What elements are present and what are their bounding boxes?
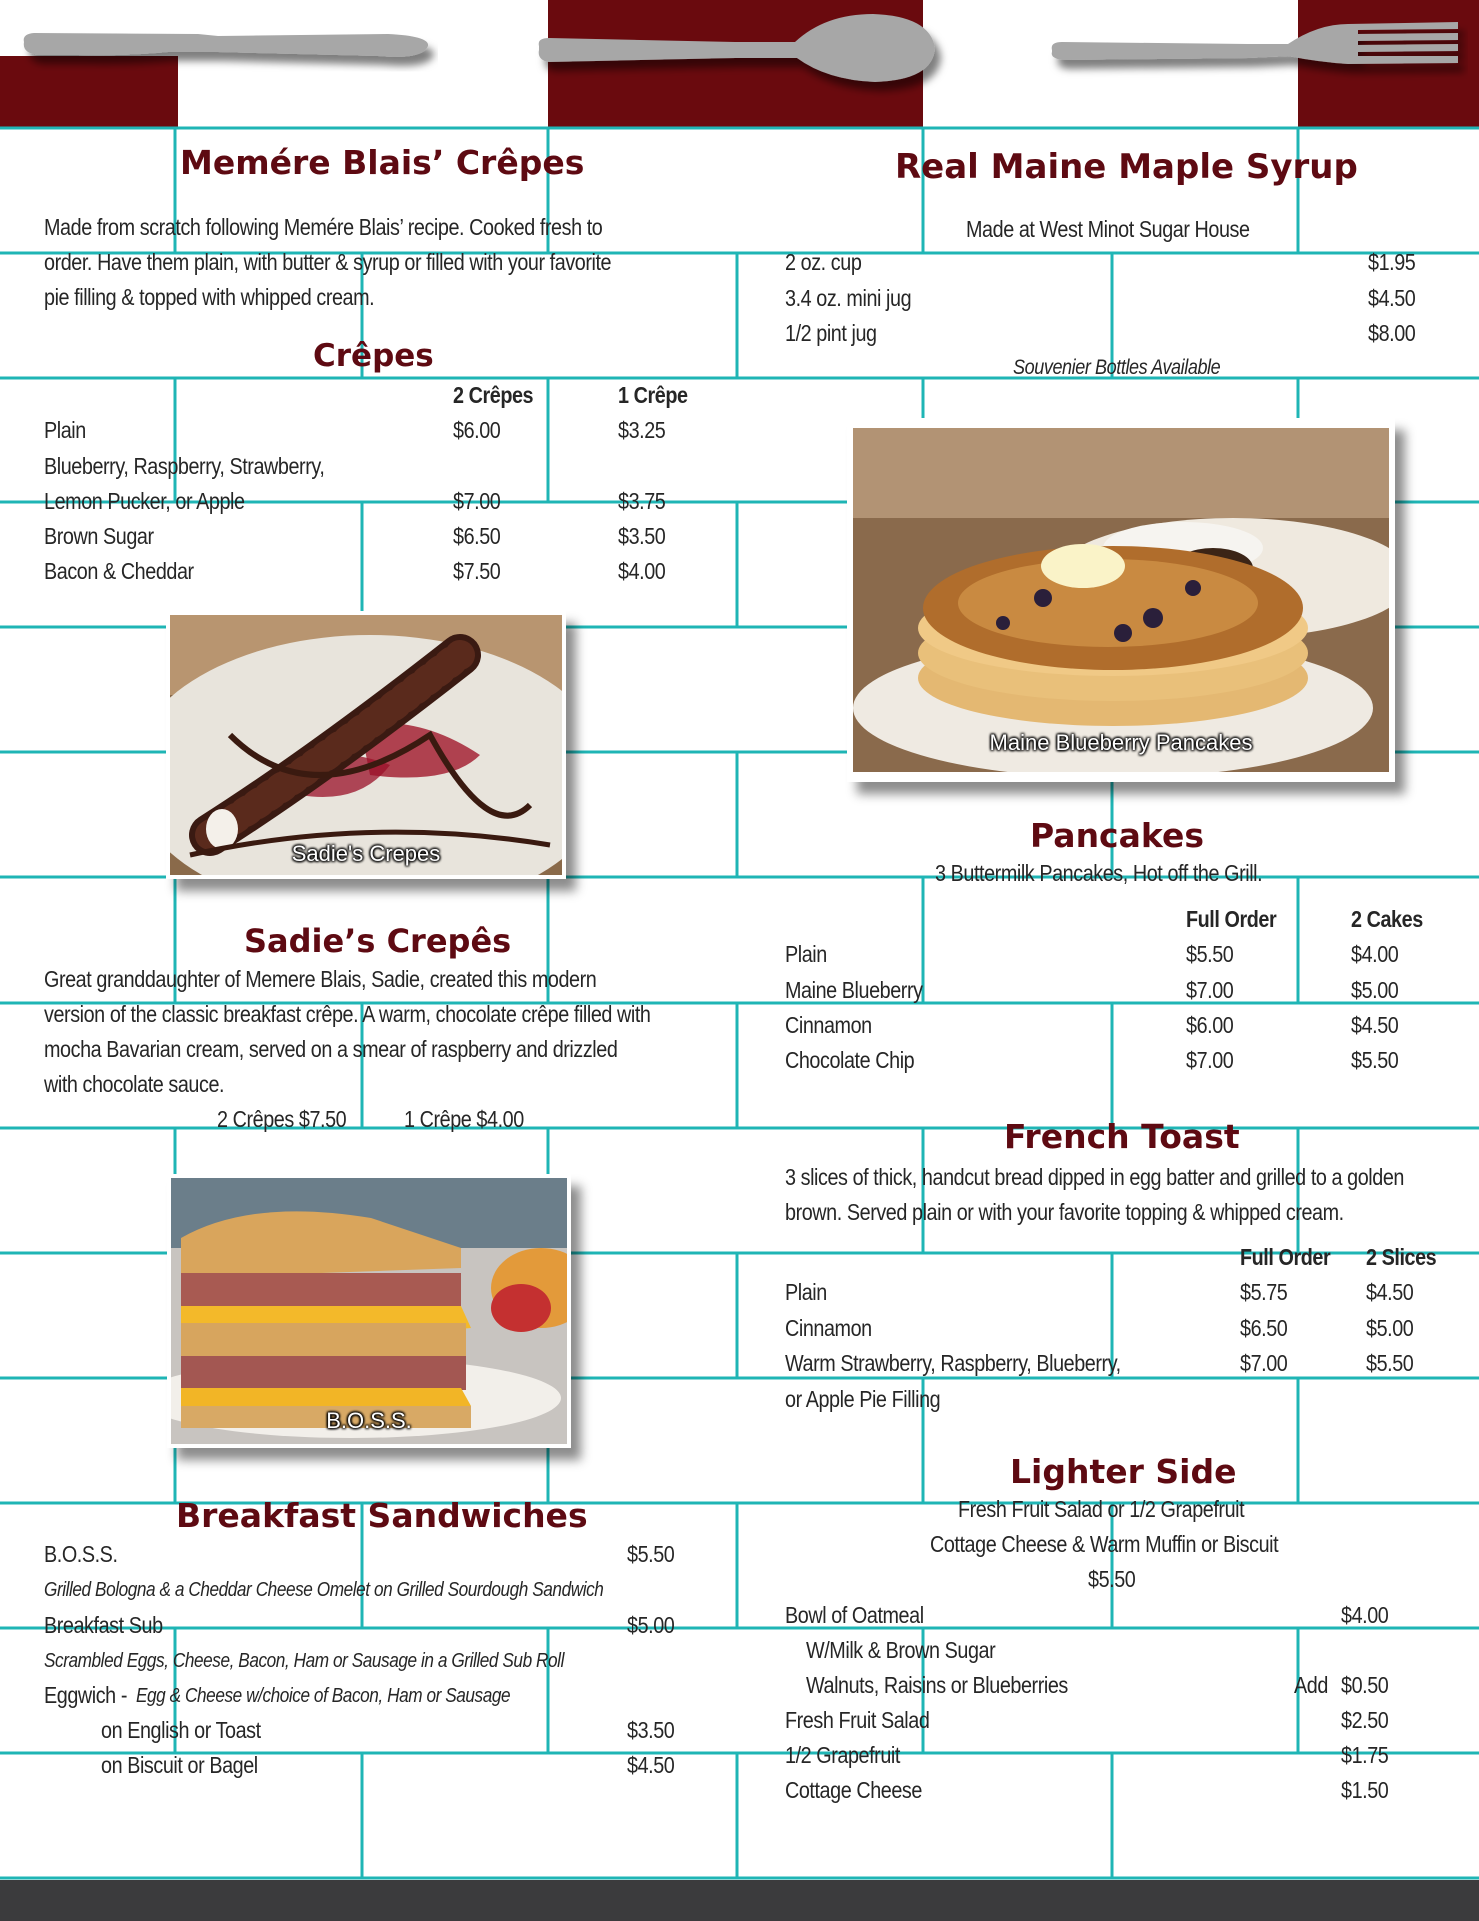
lighter-item-name: Walnuts, Raisins or Blueberries <box>806 1672 1068 1698</box>
crepes-item-price: $7.00 <box>453 488 501 514</box>
lighter-item-price: $2.50 <box>1341 1707 1389 1733</box>
syrup-item-price: $1.95 <box>1368 249 1416 275</box>
sandwich-name: Eggwich - <box>44 1682 127 1708</box>
sadies-price: 1 Crêpe $4.00 <box>404 1106 524 1132</box>
crepe-image <box>170 615 562 875</box>
sandwich-image <box>171 1178 567 1444</box>
crepes-intro-line: order. Have them plain, with butter & syrup or filled with your favorite <box>44 249 612 275</box>
lighter-item-name: W/Milk & Brown Sugar <box>806 1637 996 1663</box>
pancakes-item-price: $4.50 <box>1351 1012 1399 1038</box>
sandwich-name: Breakfast Sub <box>44 1612 163 1638</box>
french-toast-item-price: $6.50 <box>1240 1315 1288 1341</box>
french-toast-item-price: $7.00 <box>1240 1350 1288 1376</box>
lighter-item-price: $1.75 <box>1341 1742 1389 1768</box>
pancakes-item-name: Maine Blueberry <box>785 977 923 1003</box>
syrup-item-name: 1/2 pint jug <box>785 320 877 346</box>
photo-caption: Maine Blueberry Pancakes <box>989 730 1253 755</box>
crepes-intro-line: pie filling & topped with whipped cream. <box>44 284 375 310</box>
pancakes-item-price: $7.00 <box>1186 977 1234 1003</box>
pancakes-item-price: $6.00 <box>1186 1012 1234 1038</box>
pancakes-item-name: Cinnamon <box>785 1012 872 1038</box>
french-toast-item-name: Plain <box>785 1279 827 1305</box>
lighter-item-name: Bowl of Oatmeal <box>785 1602 924 1628</box>
crepes-item-name: Plain <box>44 417 86 443</box>
crepes-item-name: Brown Sugar <box>44 523 154 549</box>
french-toast-col-header: Full Order <box>1240 1244 1331 1270</box>
crepes-item-price: $3.75 <box>618 488 666 514</box>
crepes-item-price: $4.00 <box>618 558 666 584</box>
sandwich-desc: Scrambled Eggs, Cheese, Bacon, Ham or Sausage in a Grilled Sub Roll <box>44 1650 564 1672</box>
french-toast-item-price: $5.00 <box>1366 1315 1414 1341</box>
pancakes-item-name: Chocolate Chip <box>785 1047 915 1073</box>
crepes-title: Crêpes <box>313 338 434 374</box>
french-toast-item-name: Warm Strawberry, Raspberry, Blueberry, <box>785 1350 1121 1376</box>
french-toast-item-price: $5.75 <box>1240 1279 1288 1305</box>
sandwiches-title: Breakfast Sandwiches <box>176 1496 588 1535</box>
pancakes-col-header: Full Order <box>1186 906 1277 932</box>
crepes-item-price: $3.25 <box>618 417 666 443</box>
sandwich-option: on Biscuit or Bagel <box>101 1752 258 1778</box>
crepes-col-header: 1 Crêpe <box>618 382 688 408</box>
syrup-note: Souvenier Bottles Available <box>1013 356 1221 379</box>
syrup-item-name: 3.4 oz. mini jug <box>785 285 912 311</box>
french-toast-item-name: Cinnamon <box>785 1315 872 1341</box>
syrup-item-price: $4.50 <box>1368 285 1416 311</box>
sandwich-name: B.O.S.S. <box>44 1541 118 1567</box>
footer-bar <box>0 1880 1479 1921</box>
sadies-price: 2 Crêpes $7.50 <box>217 1106 347 1132</box>
french-toast-item-price: $5.50 <box>1366 1350 1414 1376</box>
crepes-item-name: Bacon & Cheddar <box>44 558 194 584</box>
lighter-side-line: Fresh Fruit Salad or 1/2 Grapefruit <box>958 1496 1245 1522</box>
sadies-crepes-photo <box>166 611 566 879</box>
pancakes-item-price: $5.50 <box>1351 1047 1399 1073</box>
syrup-item-price: $8.00 <box>1368 320 1416 346</box>
lighter-side-line: $5.50 <box>1088 1566 1136 1592</box>
lighter-item-price: $0.50 <box>1341 1672 1389 1698</box>
spoon-icon <box>535 8 955 98</box>
lighter-side-title: Lighter Side <box>1010 1452 1237 1491</box>
pancakes-photo <box>847 418 1395 782</box>
sandwich-price: $5.50 <box>627 1541 675 1567</box>
syrup-title: Real Maine Maple Syrup <box>895 147 1358 187</box>
syrup-subtitle: Made at West Minot Sugar House <box>966 216 1250 242</box>
pancake-image <box>853 428 1389 772</box>
crepes-col-header: 2 Crêpes <box>453 382 534 408</box>
french-toast-line: brown. Served plain or with your favorite topping & whipped cream. <box>785 1199 1344 1225</box>
pancakes-item-price: $4.00 <box>1351 941 1399 967</box>
pancakes-item-price: $5.50 <box>1186 941 1234 967</box>
lighter-item-price: $1.50 <box>1341 1777 1389 1803</box>
sandwich-price: $5.00 <box>627 1612 675 1638</box>
lighter-item-name: 1/2 Grapefruit <box>785 1742 900 1768</box>
lighter-item-price: $4.00 <box>1341 1602 1389 1628</box>
french-toast-line: 3 slices of thick, handcut bread dipped in egg batter and grilled to a golden <box>785 1164 1404 1190</box>
sandwich-option: on English or Toast <box>101 1717 261 1743</box>
french-toast-col-header: 2 Slices <box>1366 1244 1437 1270</box>
french-toast-item-price: $4.50 <box>1366 1279 1414 1305</box>
sadies-line: mocha Bavarian cream, served on a smear of raspberry and drizzled <box>44 1036 618 1062</box>
photo-caption: Sadie's Crepes <box>291 841 441 866</box>
pancakes-item-price: $5.00 <box>1351 977 1399 1003</box>
header-band <box>0 0 1479 128</box>
crepes-item-price: $6.50 <box>453 523 501 549</box>
photo-caption: B.O.S.S. <box>326 1408 412 1433</box>
crepes-intro-title: Memére Blais’ Crêpes <box>180 143 585 182</box>
sadies-line: with chocolate sauce. <box>44 1071 225 1097</box>
french-toast-item-name: or Apple Pie Filling <box>785 1386 941 1412</box>
pancakes-title: Pancakes <box>1030 816 1204 855</box>
sandwich-price: $3.50 <box>627 1717 675 1743</box>
sadies-line: version of the classic breakfast crêpe. A warm, chocolate crêpe filled with <box>44 1001 651 1027</box>
crepes-intro-line: Made from scratch following Memére Blais’ recipe. Cooked fresh to <box>44 214 603 240</box>
knife-icon <box>18 22 438 88</box>
pancakes-item-name: Plain <box>785 941 827 967</box>
lighter-item-name: Fresh Fruit Salad <box>785 1707 930 1733</box>
lighter-item-add: Add <box>1294 1672 1328 1698</box>
sandwich-desc: Grilled Bologna & a Cheddar Cheese Omelet on Grilled Sourdough Sandwich <box>44 1579 604 1601</box>
sadies-title: Sadie’s Crepês <box>244 922 512 960</box>
syrup-item-name: 2 oz. cup <box>785 249 862 275</box>
pancakes-col-header: 2 Cakes <box>1351 906 1423 932</box>
crepes-item-name: Lemon Pucker, or Apple <box>44 488 245 514</box>
crepes-item-price: $3.50 <box>618 523 666 549</box>
lighter-side-line: Cottage Cheese & Warm Muffin or Biscuit <box>930 1531 1279 1557</box>
pancakes-subtitle: 3 Buttermilk Pancakes, Hot off the Grill. <box>935 860 1263 886</box>
sadies-line: Great granddaughter of Memere Blais, Sadie, created this modern <box>44 966 597 992</box>
boss-photo <box>167 1174 571 1448</box>
sandwich-price: $4.50 <box>627 1752 675 1778</box>
crepes-item-name: Blueberry, Raspberry, Strawberry, <box>44 453 325 479</box>
french-toast-title: French Toast <box>1004 1117 1240 1156</box>
crepes-item-price: $6.00 <box>453 417 501 443</box>
fork-icon <box>1048 16 1468 86</box>
sandwich-desc: Egg & Cheese w/choice of Bacon, Ham or Sausage <box>136 1685 511 1707</box>
crepes-item-price: $7.50 <box>453 558 501 584</box>
pancakes-item-price: $7.00 <box>1186 1047 1234 1073</box>
lighter-item-name: Cottage Cheese <box>785 1777 922 1803</box>
